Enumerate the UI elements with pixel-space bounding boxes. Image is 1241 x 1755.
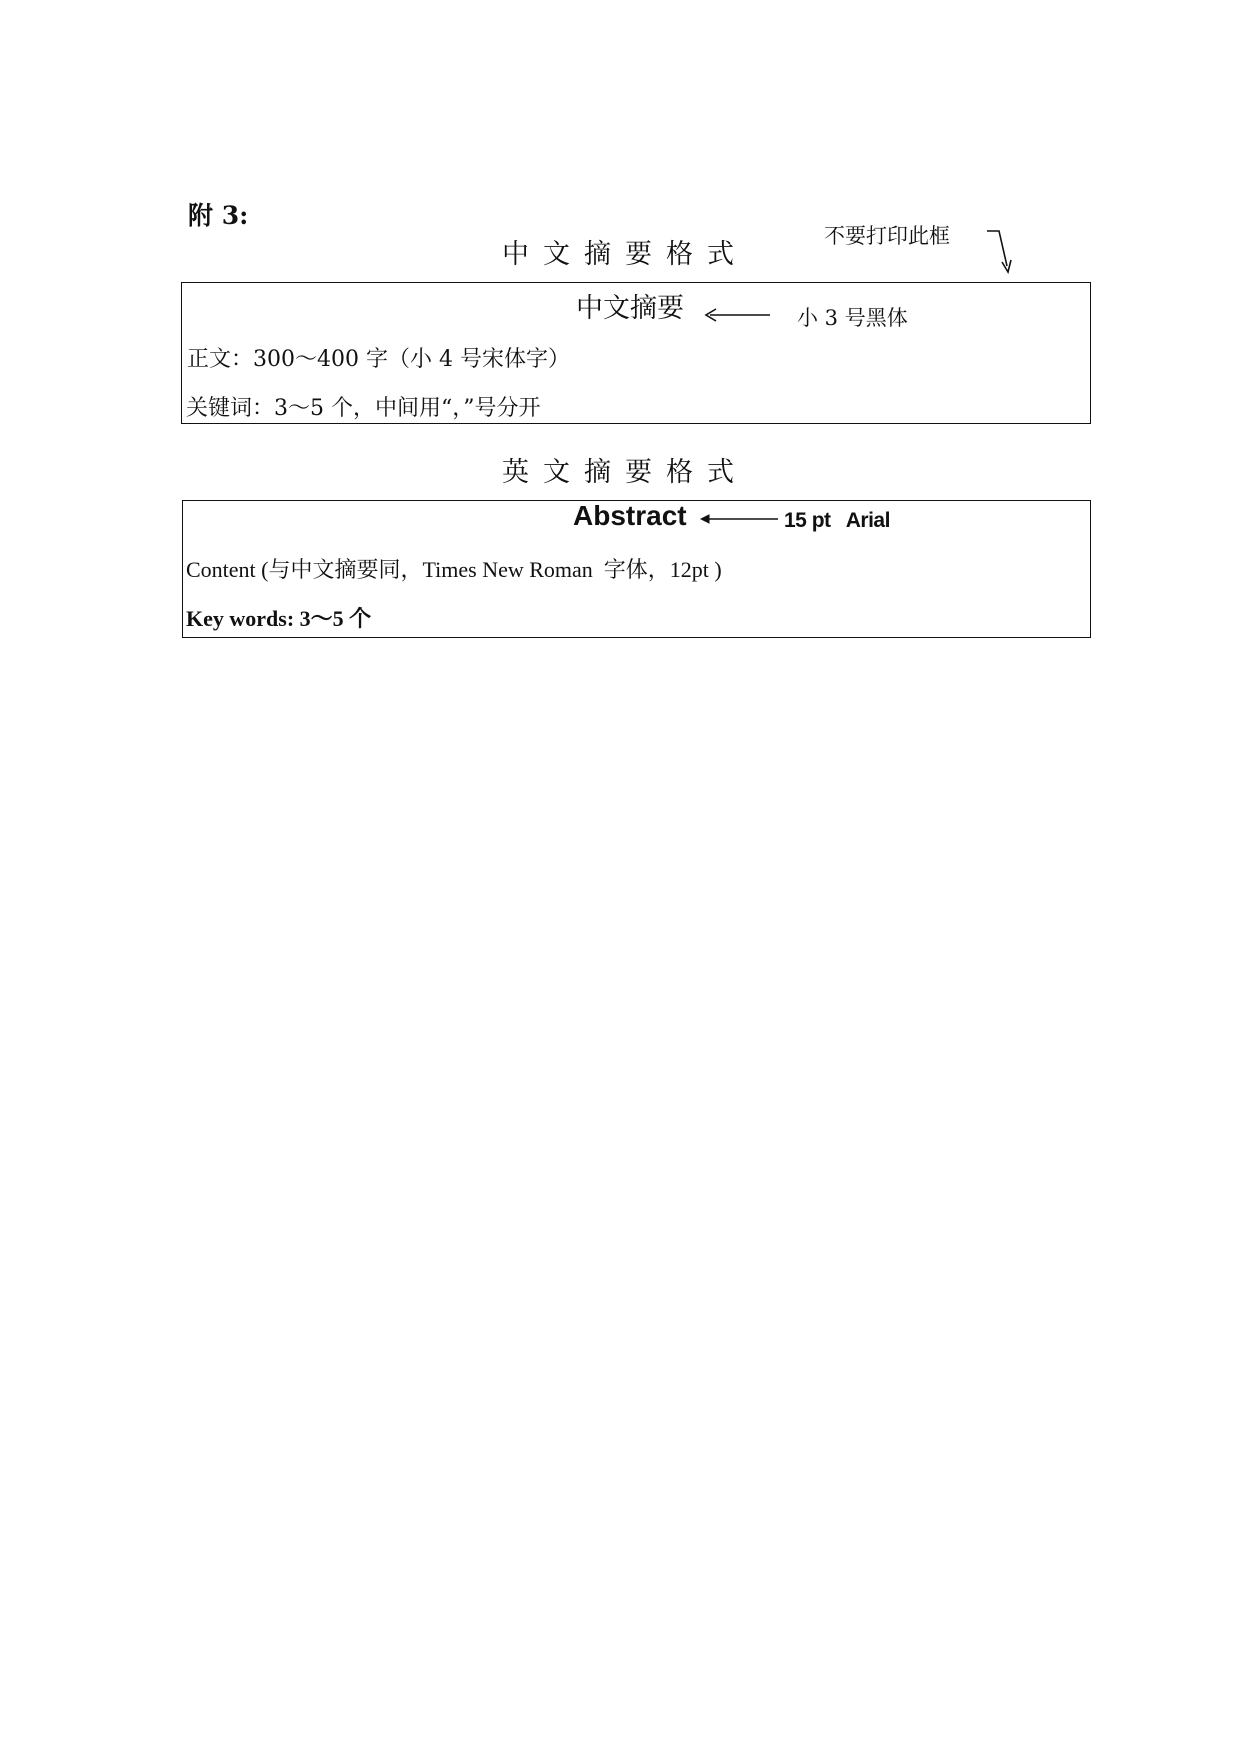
english-abstract-format-title: 英文摘要格式 <box>502 457 748 488</box>
english-abstract-heading: Abstract <box>573 500 687 531</box>
left-arrow-icon <box>700 509 780 529</box>
chinese-heading-font-note: 小 3 号黑体 <box>797 306 908 330</box>
english-keywords-spec: Key words: 3～5 个 <box>186 606 372 631</box>
chinese-abstract-heading: 中文摘要 <box>576 293 684 324</box>
english-heading-font-note: 15 pt Arial <box>784 509 890 532</box>
no-print-note: 不要打印此框 <box>824 224 950 248</box>
left-arrow-icon <box>704 303 772 327</box>
chinese-abstract-format-title: 中文摘要格式 <box>502 239 748 270</box>
bent-arrow-icon <box>985 228 1015 274</box>
chinese-body-spec: 正文：300～400 字（小 4 号宋体字） <box>187 347 570 372</box>
appendix-label: 附 3: <box>188 201 249 230</box>
english-body-spec: Content (与中文摘要同，Times New Roman 字体，12pt ) <box>186 557 722 582</box>
chinese-keywords-spec: 关键词：3～5 个，中间用“，”号分开 <box>186 396 541 421</box>
